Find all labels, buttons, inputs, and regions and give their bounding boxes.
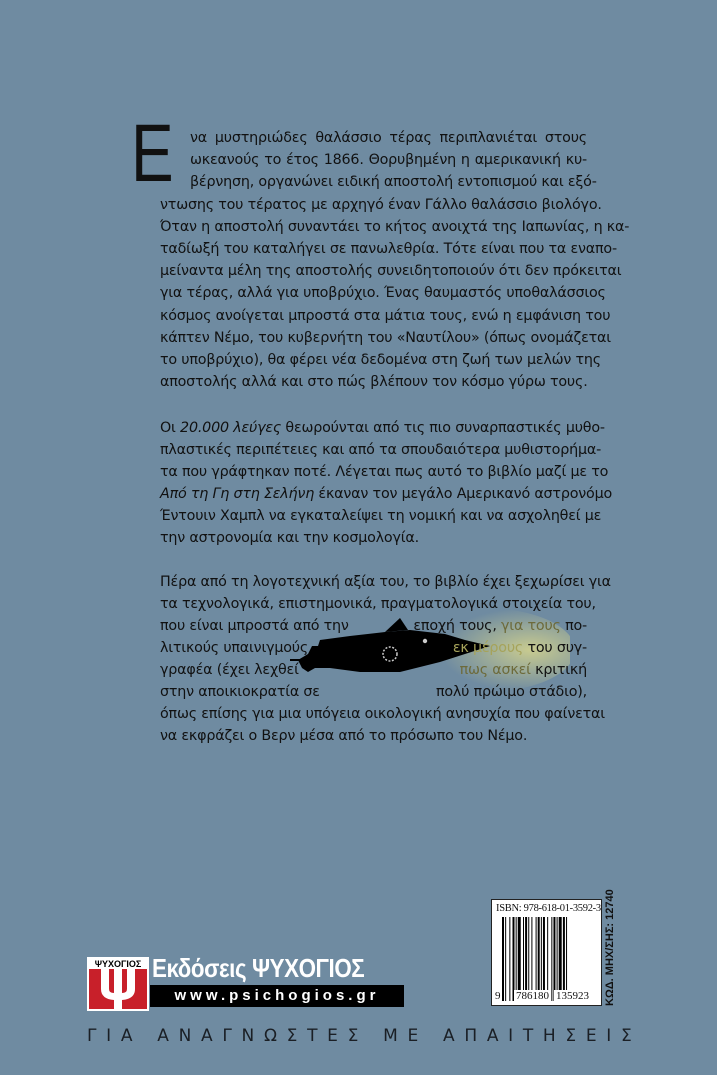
text-line: που είναι μπροστά από την εποχή τους, για τους πο-	[160, 618, 587, 634]
barcode-bar	[525, 917, 527, 1001]
tagline-letter: Μ	[383, 1026, 398, 1046]
barcode-bar	[505, 917, 506, 1001]
text-line: ντωσης του τέρατος με αρχηγό έναν Γάλλο θαλάσσιο βιολόγο.	[160, 196, 602, 213]
text-line: ωκεανούς το έτος 1866. Θορυβημένη η αμερικανική κυ-	[190, 152, 587, 169]
tagline-letter: Ι	[508, 1026, 514, 1046]
text-line: τα που γράφτηκαν ποτέ. Λέγεται πως αυτό το βιβλίο μαζί με το	[160, 464, 609, 480]
text-line: για τέρας, αλλά για υποβρύχιο. Ένας θαυμαστός υποθαλάσσιος	[160, 285, 606, 302]
text-line: Από τη Γη στη Σελήνη έκαναν τον μεγάλο Αμερικανό αστρονόμο	[160, 486, 613, 502]
text-line: Πέρα από τη λογοτεχνική αξία του, το βιβλίο έχει ξεχωρίσει για	[160, 574, 611, 590]
text-line: να εκφράζει ο Βερν μέσα από το πρόσωπο του Νέμο.	[160, 728, 528, 744]
barcode-bar	[518, 917, 521, 1001]
text-line: πλαστικές περιπέτειες και από τα σπουδαιότερα μυθιστορήμα-	[160, 442, 602, 458]
tagline-letter: Τ	[522, 1026, 534, 1046]
text-line: κάπτεν Νέμο, του κυβερνήτη του «Ναυτίλου» (όπως ονομάζεται	[160, 329, 611, 346]
barcode-bar	[531, 917, 532, 1001]
isbn-text: ISBN: 978-618-01-3592-3	[496, 903, 601, 914]
text-line: το υποβρύχιο), θα φέρει νέα δεδομένα στη ζωή των μελών της	[160, 352, 601, 368]
barcode-bar	[557, 917, 558, 1001]
tagline-letter: Ι	[106, 1026, 112, 1046]
tagline-letter: Σ	[347, 1026, 359, 1046]
tagline-letter: Ν	[178, 1026, 192, 1046]
machine-code: ΚΩΔ. ΜΗΧ/ΣΗΣ: 12740	[604, 889, 616, 1006]
tagline-letter	[428, 1026, 433, 1046]
tagline-letter: Η	[542, 1026, 556, 1046]
text-line: τα τεχνολογικά, επιστημονικά, πραγματολογικά στοιχεία του,	[160, 596, 596, 612]
barcode-digits-left: 786180	[516, 990, 549, 1002]
tagline-letter: Α	[443, 1026, 455, 1046]
barcode-bars	[502, 917, 594, 1001]
tagline-letter: Σ	[565, 1026, 577, 1046]
barcode-bar	[559, 917, 562, 1001]
barcode-bar	[553, 917, 555, 1001]
text-line: Όταν η αποστολή συναντάει το κήτος ανοιχτά της Ιαπωνίας, η κα-	[160, 218, 630, 235]
text-line: την αστρονομία και την κοσμολογία.	[160, 530, 419, 546]
barcode-bar	[543, 917, 545, 1001]
text-line: γραφέα (έχει λεχθεί πως ασκεί κριτική	[160, 662, 587, 678]
tagline-letter	[368, 1026, 373, 1046]
barcode-bar	[566, 917, 567, 1001]
tagline-letter: Α	[120, 1026, 133, 1046]
tagline-letter: Γ	[87, 1026, 97, 1046]
tagline-letter: Τ	[307, 1026, 318, 1046]
text-line: βέρνηση, οργανώνει ειδική αποστολή εντοπισμού και εξό-	[190, 174, 597, 191]
text-line: λιτικούς υπαινιγμούς εκ μέρους του συγ-	[160, 640, 587, 656]
barcode-bar	[541, 917, 542, 1001]
text-line: Έντουιν Χαμπλ να εγκαταλείψει τη νομική και να ασχοληθεί με	[160, 508, 602, 524]
barcode-bar	[516, 917, 517, 1001]
tagline-letter: Α	[486, 1026, 499, 1046]
tagline-letter: Ε	[407, 1026, 419, 1046]
text-line: Οι 20.000 λεύγες θεωρούνται από τις πιο συναρπαστικές μυθο-	[160, 420, 605, 436]
isbn-barcode	[491, 899, 602, 1006]
barcode-bar	[547, 917, 548, 1001]
barcode-bar	[538, 917, 540, 1001]
tagline-letter: Γ	[222, 1026, 232, 1046]
tagline-letter: Σ	[620, 1026, 632, 1046]
tagline	[87, 1026, 632, 1046]
tagline-letter: Ω	[263, 1026, 277, 1046]
barcode-digit: 9	[495, 990, 501, 1002]
barcode-bar	[523, 917, 524, 1001]
barcode-bar	[563, 917, 565, 1001]
barcode-bar	[509, 917, 510, 1001]
drop-cap: Ε	[131, 108, 174, 199]
barcode-bar	[513, 917, 515, 1001]
text-line: να μυστηριώδες θαλάσσιο τέρας περιπλανιέται στους	[190, 130, 587, 146]
text-line: μείναντα μέλη της αποστολής συνειδητοποιούν ότι δεν πρόκειται	[160, 263, 622, 280]
text-line: αποστολής αλλά και στο πώς βλέπουν τον κόσμο γύρω τους.	[160, 374, 588, 391]
svg-text:ΨΥΧΟΓΙΟΣ: ΨΥΧΟΓΙΟΣ	[94, 959, 142, 969]
barcode-bar	[536, 917, 537, 1001]
barcode-bar	[528, 917, 529, 1001]
tagline-letter: Ε	[327, 1026, 338, 1046]
barcode-digits-right: 135923	[556, 990, 589, 1002]
tagline-letter: Α	[157, 1026, 169, 1046]
tagline-letter	[142, 1026, 147, 1046]
publisher-url[interactable]: www.psichogios.gr	[150, 985, 404, 1007]
text-line: κόσμος ανοίγεται μπροστά στα μάτια τους, ενώ η εμφάνιση του	[160, 307, 611, 324]
text-line: όπως επίσης για μια υπόγεια οικολογική ανησυχία που φαίνεται	[160, 706, 605, 722]
tagline-letter: Α	[201, 1026, 213, 1046]
publisher-logo	[87, 957, 149, 1011]
tagline-letter: Ν	[241, 1026, 255, 1046]
tagline-letter: Σ	[286, 1026, 298, 1046]
tagline-letter: Ε	[585, 1026, 597, 1046]
tagline-letter: Ι	[606, 1026, 612, 1046]
barcode-bar	[551, 917, 552, 1001]
text-line: ταδίωξή του καταλήγει σε πανωλεθρία. Τότε είναι που τα εναπο-	[160, 241, 617, 257]
text-line: στην αποικιοκρατία σε πολύ πρώιμο στάδιο),	[160, 684, 587, 700]
barcode-bar	[502, 917, 504, 1001]
tagline-letter: Π	[464, 1026, 478, 1046]
publisher-name: Εκδόσεις ΨΥΧΟΓΙΟΣ	[152, 953, 365, 983]
